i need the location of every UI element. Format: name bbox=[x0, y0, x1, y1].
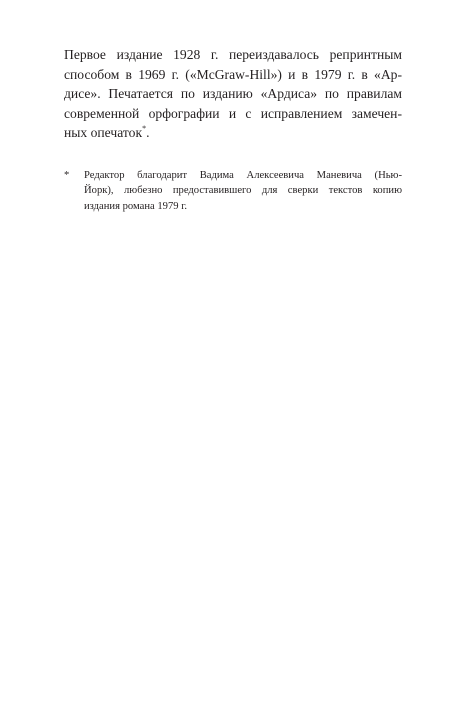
paragraph-line-5 bbox=[64, 123, 402, 143]
paragraph-line-5-text: ных опечаток bbox=[64, 125, 143, 141]
paragraph-line-4: современной орфографии и с исправлением замечен- bbox=[64, 105, 402, 121]
footnote-line-3: издания романа 1979 г. bbox=[84, 200, 187, 212]
footnote-reference-mark: * bbox=[142, 124, 147, 134]
footnote-line-1: Редактор благодарит Вадима Алексеевича Маневича (Нью- bbox=[84, 170, 402, 181]
footnote-text bbox=[84, 168, 402, 214]
footnote-marker: * bbox=[64, 170, 70, 181]
footnote-line-2: Йорк), любезно предоставившего для сверки текстов копию bbox=[84, 185, 402, 197]
paragraph-line-2: способом в 1969 г. («McGraw-Hill») и в 1979 г. в «Ар- bbox=[64, 66, 402, 82]
paragraph-line-3: дисе». Печатается по изданию «Ардиса» по правилам bbox=[64, 86, 402, 102]
paragraph-end-punctuation: . bbox=[146, 125, 150, 141]
paragraph-line-1: Первое издание 1928 г. переиздавалось репринтным bbox=[64, 47, 402, 62]
main-paragraph bbox=[64, 45, 402, 143]
